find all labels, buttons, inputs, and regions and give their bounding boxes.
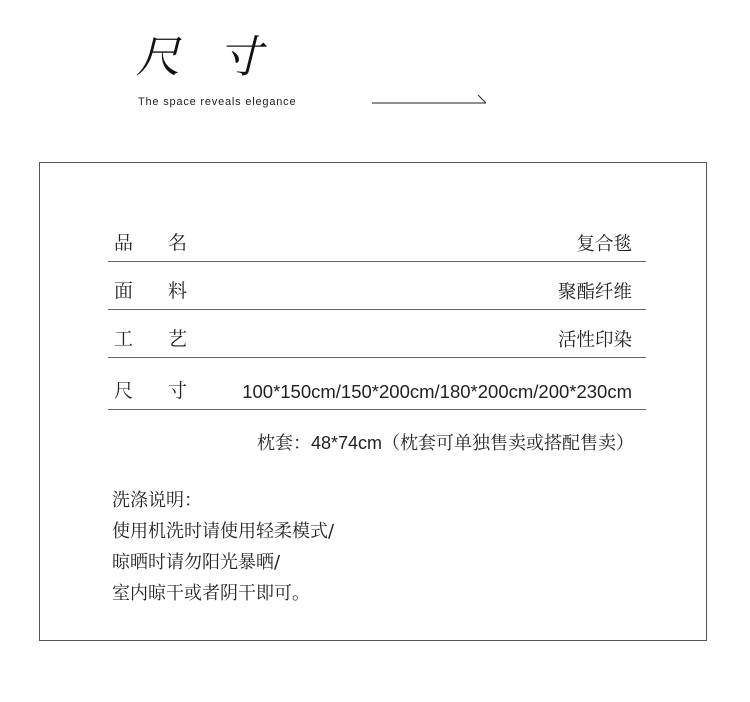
spec-value: 活性印染 [557,328,632,350]
spec-key-char: 工 [114,328,134,350]
washing-heading: 洗涤说明： [112,490,202,511]
pillow-note: 枕套：48*74cm（枕套可单独售卖或搭配售卖） [256,433,634,453]
spec-value: 复合毯 [576,232,632,254]
spec-key-char: 尺 [114,380,134,402]
spec-key-char: 面 [114,280,134,302]
arrow-right-icon [372,92,488,106]
spec-row-name [108,213,646,262]
spec-row-craft [108,309,646,358]
spec-key-char: 料 [168,280,188,302]
spec-row-size [108,361,646,410]
spec-row-material [108,261,646,310]
spec-value: 聚酯纤维 [557,280,632,302]
washing-line: 晾晒时请勿阳光暴晒/ [112,552,281,573]
washing-line: 室内晾干或者阴干即可。 [112,583,310,604]
spec-card [39,162,707,641]
spec-key-char: 名 [168,232,188,254]
spec-key-char: 品 [114,232,134,254]
spec-key-char: 寸 [168,380,188,402]
washing-line: 使用机洗时请使用轻柔模式/ [112,521,335,542]
page-subtitle: The space reveals elegance [138,96,297,108]
page-title: 尺 寸 [136,32,274,83]
washing-instructions [112,485,334,609]
spec-key-char: 艺 [168,328,188,350]
spec-value: 100*150cm/150*200cm/180*200cm/200*230cm [242,380,632,402]
